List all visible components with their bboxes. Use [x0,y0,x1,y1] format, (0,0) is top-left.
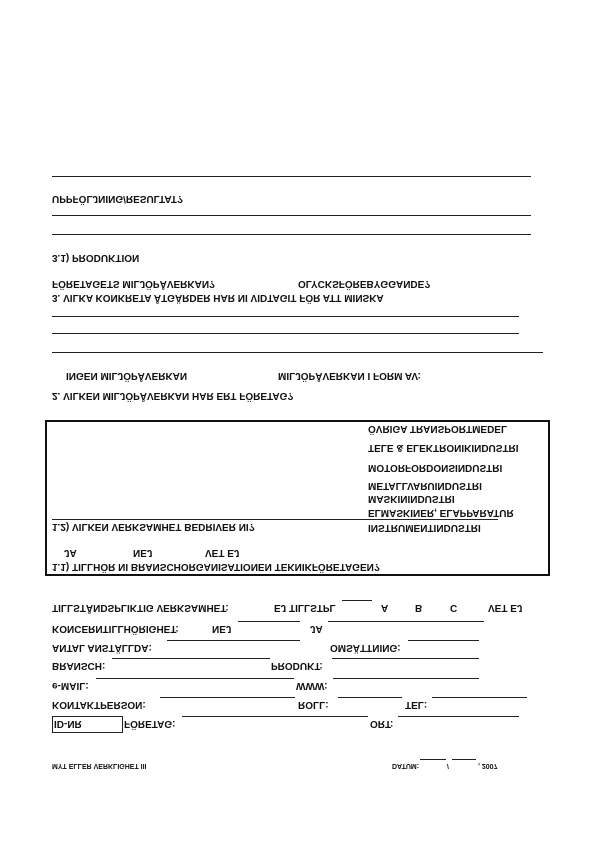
industry-option: ELMASKINER, ELAPPARATUR [368,507,514,518]
accident-prevention-label: OLYCKSFÖREBYGGANDE? [298,278,431,289]
permit-label: TILLSTÅNDSPLIKTIG VERKSAMHET: [52,602,229,613]
question1-1-option-yes: JA [64,547,77,558]
email-field [96,678,294,679]
industry-option: MOTORFORDONSINDUSTRI [368,462,503,473]
product-label: PRODUKT: [271,660,323,671]
company-label: FÖRETAG: [124,718,176,729]
company-field [182,716,368,717]
permit-option-b: B [415,602,423,613]
followup-answer-line [52,176,531,177]
production-answer-line [52,234,531,235]
industry-option: ÖVRIGA TRANSPORTMEDEL [368,423,508,434]
turnover-label: OMSÄTTNING: [330,642,401,653]
date-year: , 2007 [478,762,498,769]
permit-option-none: EJ TILLSTPL [274,602,336,613]
www-field [333,678,479,679]
phone-field [432,697,527,698]
question1-1-option-no: NEJ [133,547,153,558]
turnover-field [408,640,479,641]
contact-person-label: KONTAKTPERSON: [52,699,146,710]
industry-option: METALLVARUINDUSTRI [368,480,482,491]
employees-label: ANTAL ANSTÄLLDA: [52,642,152,653]
date-label: DATUM: [392,762,420,769]
group-yes-option: JA [310,623,323,634]
industry-field [112,658,270,659]
permit-option-c: C [450,602,458,613]
role-field [338,697,402,698]
group-yes-field [328,621,484,622]
question1-2-underline [52,519,498,520]
permit-none-field [342,600,372,601]
city-field [398,716,519,717]
email-label: e-MAIL: [52,680,89,691]
question2-answer-line [52,316,519,317]
date-month-blank [452,759,476,760]
group-membership-label: KONCERNTILLHÖRIGHET: [52,623,179,634]
question1-1-option-unknown: VET EJ [205,547,240,558]
industry-label: BRANSCH: [52,660,106,671]
industry-option: MASKININDUSTRI [368,493,455,504]
date-separator: / [447,762,449,769]
followup-label: UPPFÖLJNING/RESULTAT? [52,193,184,204]
phone-label: TEL: [405,699,428,710]
date-day-blank [420,759,446,760]
group-no-field [238,621,300,622]
group-no-option: NEJ [212,623,232,634]
question3-1-production: 3.1) PRODUKTION [52,252,140,263]
question1-2-text: 1.2) VILKEN VERKSAMHET BEDRIVER NI? [52,521,255,532]
product-field [332,658,479,659]
role-label: ROLL: [298,699,329,710]
www-label: WWW: [296,680,328,691]
question1-1-text: 1.1) TILLHÖR NI BRANSCHORGANISATIONEN TEKNIKFÖRETAGEN? [52,561,380,572]
permit-option-a: A [381,602,389,613]
industry-option: INSTRUMENTINDUSTRI [368,522,481,533]
employees-field [167,640,300,641]
question2-answer-line [52,352,543,353]
question2-option-none: INGEN MILJÖPÅVERKAN [66,370,188,381]
city-label: ORT: [370,718,394,729]
question2-answer-line [52,333,519,334]
industry-option: TELE & ELEKTRONIKINDUSTRI [368,442,519,453]
production-answer-line [52,215,531,216]
form-title: MYT ELLER VERKLIGHET III [52,762,147,769]
id-number-label: ID-NR [54,718,82,729]
contact-person-field [160,697,295,698]
question3-text-line2: FÖRETAGETS MILJÖPÅVERKAN? [52,278,216,289]
permit-option-unknown: VET EJ [488,602,523,613]
question3-text-line1: 3. VILKA KONKRETA ÅTGÄRDER HAR NI VIDTAGIT FÖR ATT MINSKA [52,292,384,303]
question2-option-form: MILJÖPÅVERKAN I FORM AV: [278,370,421,381]
question2-text: 2. VILKEN MILJÖPÅVERKAN HAR ERT FÖRETAG? [52,390,294,401]
